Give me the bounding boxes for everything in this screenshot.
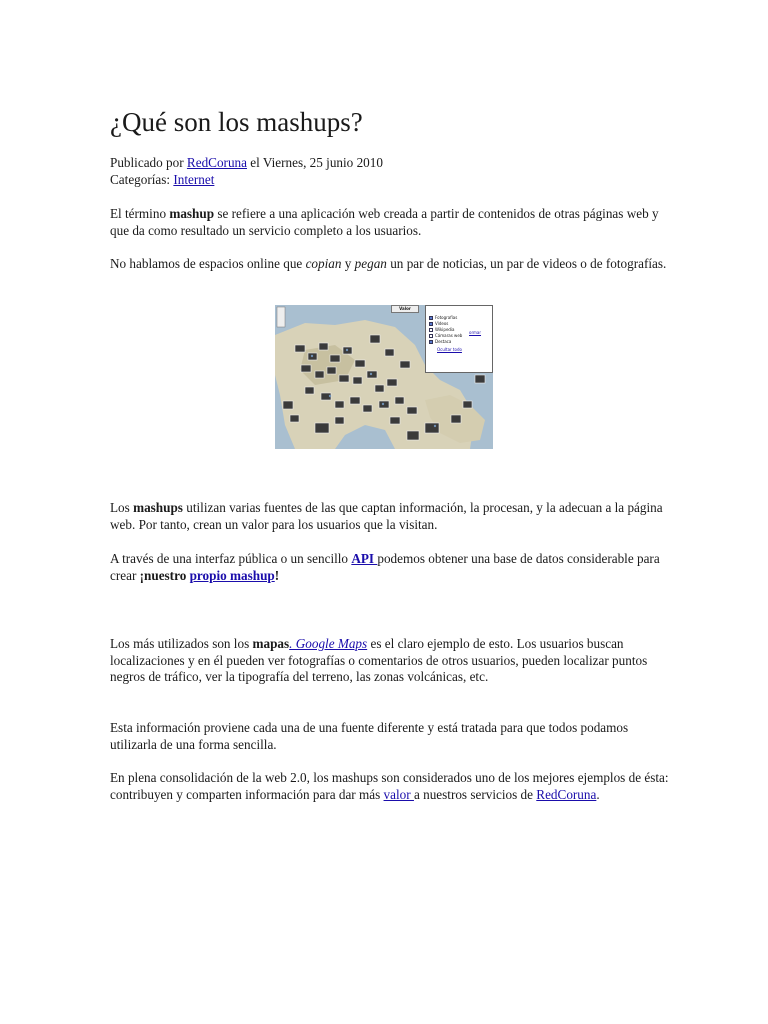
categories-prefix: Categorías: — [110, 171, 174, 187]
map-menu-label: Cámaras web — [435, 333, 463, 338]
mashup-map-image — [275, 305, 493, 449]
paragraph-not-copy-paste — [110, 256, 670, 273]
category-link-internet[interactable]: Internet — [173, 171, 215, 187]
text: No hablamos de espacios online que — [110, 256, 306, 271]
checkbox-icon — [429, 316, 433, 320]
map-menu-label: Wikipedia — [435, 327, 455, 332]
text: es el claro ejemplo de esto. Los usuarios buscan localizaciones y en él pueden ver fotografías o comentarios de otros usuarios, pueden localizar puntos negros de tráfico, ver la tipografía del terreno, las zonas volcánicas, etc. — [110, 636, 648, 684]
text: y — [341, 256, 355, 271]
text: utilizan varias fuentes de las que captan información, la procesan, y la adecuan a la página web. Por tanto, crean un valor para los usuarios que la visitan. — [110, 500, 663, 532]
text: El término — [110, 206, 170, 221]
published-line — [110, 155, 670, 172]
map-menu-label: Vídeos — [435, 321, 449, 326]
map-layer-menu — [425, 305, 493, 373]
categories-line — [110, 172, 670, 189]
term-mapas: mapas — [252, 636, 290, 651]
page-title: ¿Qué son los mashups? — [110, 107, 363, 137]
paragraph-definition — [110, 206, 670, 239]
checkbox-icon — [429, 322, 433, 326]
map-menu-footer: Ocultar todo — [437, 347, 462, 352]
redcoruna-link[interactable]: RedCoruna — [536, 786, 597, 802]
google-maps-link[interactable]: . Google Maps — [289, 636, 368, 651]
text: . — [596, 786, 600, 802]
checkbox-icon — [429, 334, 433, 338]
checkbox-icon — [429, 340, 433, 344]
term-mashup: mashup — [169, 206, 215, 221]
text: En plena consolidación de la web 2.0, los mashups son considerados uno de los mejores ejemplos de ésta: contribuyen y comparten información para dar más — [110, 770, 669, 802]
italic-copian: copian — [305, 256, 342, 271]
propio-mashup-link[interactable]: propio mashup — [189, 567, 275, 583]
paragraph-maps — [110, 636, 670, 686]
author-link[interactable]: RedCoruna — [186, 155, 247, 170]
text: Los — [110, 500, 134, 515]
text: Los más utilizados son los — [110, 636, 253, 651]
text: A través de una interfaz pública o un sencillo — [110, 551, 352, 566]
map-tab-valor: Valor — [391, 305, 419, 313]
post-date: el Viernes, 25 junio 2010 — [247, 155, 383, 170]
map-menu-label: Destaca — [435, 339, 452, 344]
valor-link[interactable]: valor — [383, 786, 414, 802]
map-side-link: ormar — [469, 330, 482, 335]
paragraph-information-sources: Esta información proviene cada una de una fuente diferente y está tratada para que todos podamos utilizarla de una forma sencilla. — [110, 720, 629, 752]
text: podemos obtener una base de datos considerable para crear — [110, 551, 660, 583]
term-mashups: mashups — [133, 500, 183, 515]
text: a nuestros servicios de — [413, 786, 537, 802]
post-meta — [110, 155, 670, 188]
paragraph-mashups-sources — [110, 500, 670, 533]
text: se refiere a una aplicación web creada a partir de contenidos de otras páginas web y que da como resultado un servicio completo a los usuarios. — [110, 206, 659, 238]
map-menu-label: Fotografías — [435, 315, 458, 320]
published-prefix: Publicado por — [110, 155, 187, 170]
paragraph-web20 — [110, 770, 670, 803]
text: un par de noticias, un par de videos o de fotografías. — [386, 256, 667, 271]
bold-nuestro: ¡nuestro — [139, 567, 190, 583]
checkbox-icon — [429, 328, 433, 332]
paragraph-api — [110, 551, 670, 584]
italic-pegan: pegan — [354, 256, 387, 271]
bold-exclamation: ! — [274, 567, 280, 583]
api-link[interactable]: API — [351, 551, 378, 566]
